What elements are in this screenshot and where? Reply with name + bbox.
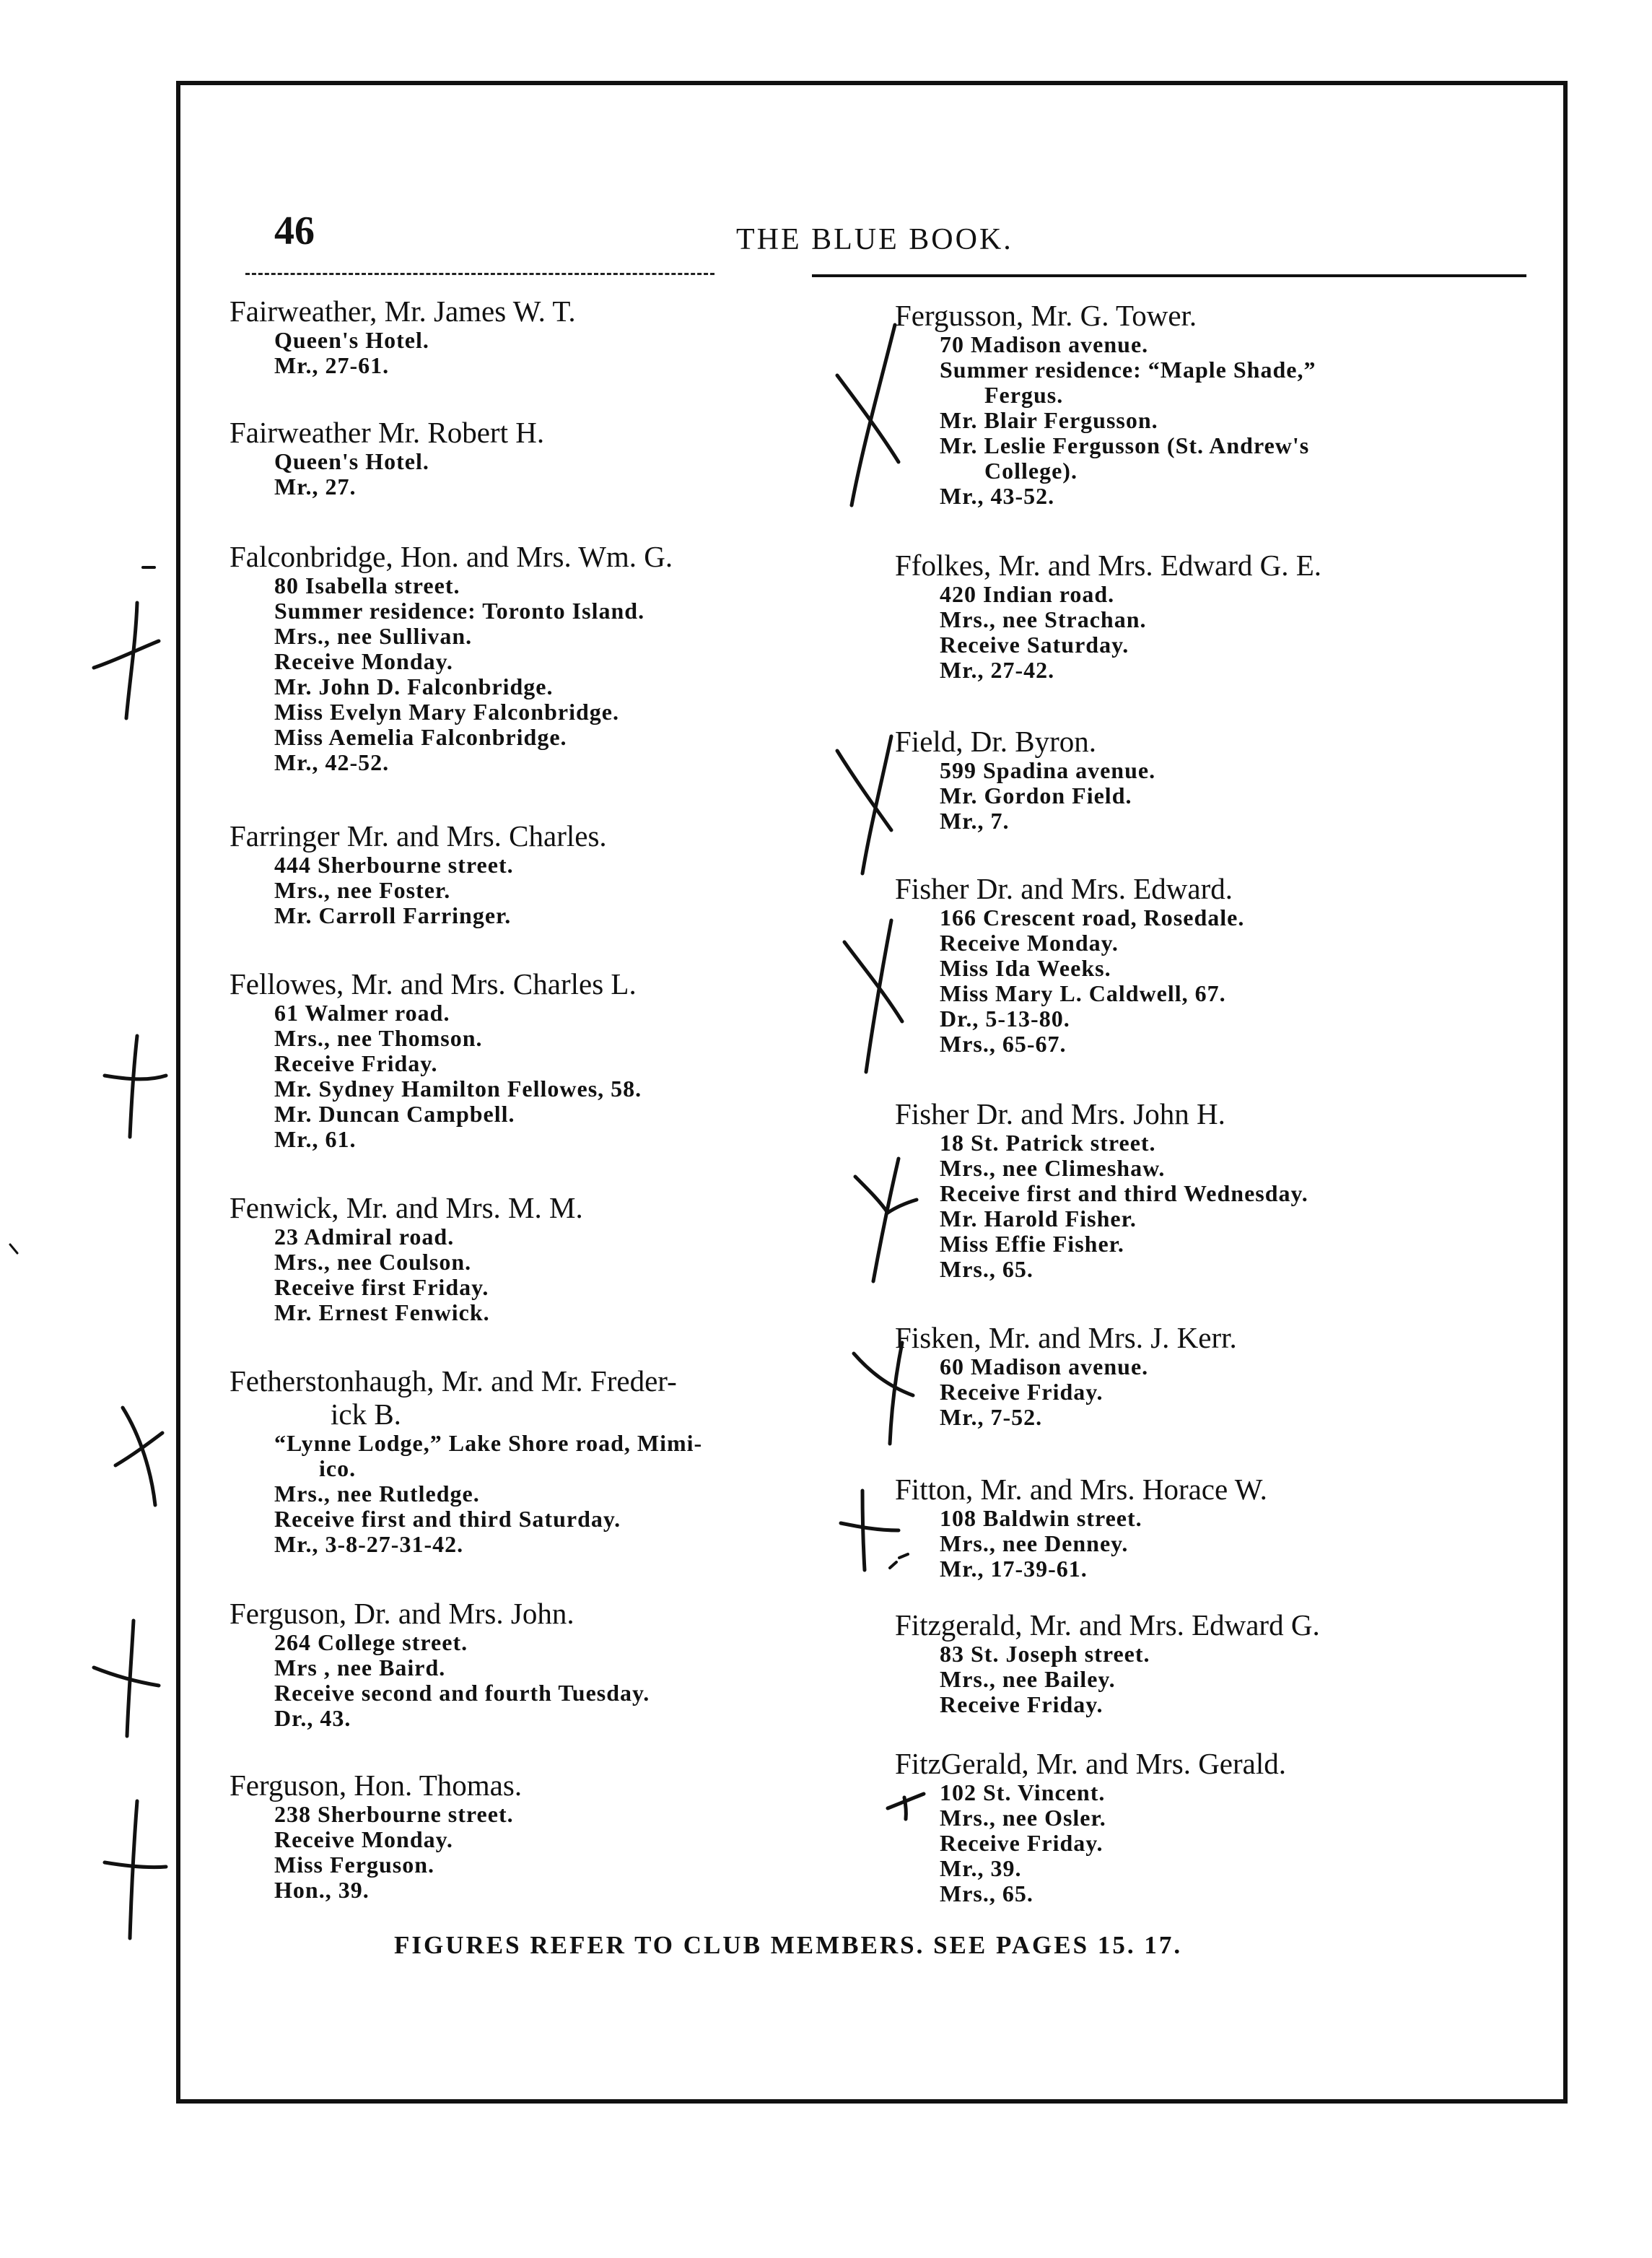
entry-line: Mr. Sydney Hamilton Fellowes, 58. xyxy=(274,1076,642,1102)
entry-name: FitzGerald, Mr. and Mrs. Gerald. xyxy=(895,1747,1286,1780)
directory-entry xyxy=(895,1608,1530,1717)
entry-line: Miss Ida Weeks. xyxy=(940,955,1111,981)
entry-line: 264 College street. xyxy=(274,1629,468,1655)
entry-line: 83 St. Joseph street. xyxy=(940,1641,1150,1667)
entry-line: Mr., 17-39-61. xyxy=(940,1556,1088,1582)
entry-name: Ferguson, Dr. and Mrs. John. xyxy=(230,1597,574,1630)
entry-line: Mrs., nee Denney. xyxy=(940,1530,1129,1556)
entry-line: Dr., 5-13-80. xyxy=(940,1006,1070,1032)
entry-line: Summer residence: “Maple Shade,” xyxy=(940,357,1316,383)
directory-entry xyxy=(895,725,1530,834)
entry-line: Mr., 61. xyxy=(274,1126,357,1152)
entry-line: Receive second and fourth Tuesday. xyxy=(274,1680,650,1706)
entry-line: Receive first Friday. xyxy=(274,1274,489,1300)
entry-line: 238 Sherbourne street. xyxy=(274,1801,514,1827)
page-number: 46 xyxy=(274,209,315,253)
entry-line: Mrs., nee Bailey. xyxy=(940,1666,1116,1692)
entry-name: Fitzgerald, Mr. and Mrs. Edward G. xyxy=(895,1608,1320,1642)
entry-name: Fairweather, Mr. James W. T. xyxy=(230,295,576,328)
entry-name: Fisher Dr. and Mrs. John H. xyxy=(895,1097,1225,1130)
directory-entry xyxy=(230,416,829,500)
entry-line: Receive Friday. xyxy=(940,1379,1103,1405)
entry-line: Summer residence: Toronto Island. xyxy=(274,598,645,624)
entry-name: Field, Dr. Byron. xyxy=(895,725,1097,758)
entry-line: Mr., 3-8-27-31-42. xyxy=(274,1531,464,1557)
entry-name-continuation: ick B. xyxy=(331,1398,401,1431)
entry-line: Mrs., nee Rutledge. xyxy=(274,1481,480,1507)
entry-name: Ferguson, Hon. Thomas. xyxy=(230,1769,523,1802)
entry-line: Mr., 27. xyxy=(274,474,357,500)
entry-line: 599 Spadina avenue. xyxy=(940,757,1156,783)
entry-line: Mr. Blair Fergusson. xyxy=(940,407,1158,433)
entry-line: Mr., 7. xyxy=(940,808,1010,834)
margin-dash-icon xyxy=(141,564,156,570)
directory-entry xyxy=(895,872,1530,1057)
header-rule-left xyxy=(245,273,714,275)
entry-line: Mrs., 65-67. xyxy=(940,1031,1067,1057)
margin-dash-icon xyxy=(7,1242,22,1256)
entry-line: Receive Friday. xyxy=(274,1050,438,1076)
entry-line: 420 Indian road. xyxy=(940,581,1115,607)
entry-line: Mrs , nee Baird. xyxy=(274,1655,446,1681)
entry-line: Receive Monday. xyxy=(274,1826,453,1852)
directory-entry xyxy=(230,1364,829,1557)
entry-name: Farringer Mr. and Mrs. Charles. xyxy=(230,819,607,853)
entry-line: 108 Baldwin street. xyxy=(940,1505,1142,1531)
entry-line: 18 St. Patrick street. xyxy=(940,1130,1156,1156)
entry-line: Mr. Gordon Field. xyxy=(940,783,1132,808)
handwritten-cross-mark-icon xyxy=(837,913,909,1079)
entry-line: Receive Monday. xyxy=(274,648,453,674)
directory-entry xyxy=(895,1747,1530,1906)
handwritten-cross-mark-icon xyxy=(87,1617,166,1740)
directory-entry xyxy=(230,1769,829,1903)
handwritten-cross-mark-icon xyxy=(848,1339,920,1447)
entry-name: Fellowes, Mr. and Mrs. Charles L. xyxy=(230,967,637,1001)
header-rule-right xyxy=(812,274,1526,277)
entry-line: Mr., 7-52. xyxy=(940,1404,1043,1430)
entry-line: 102 St. Vincent. xyxy=(940,1779,1106,1805)
handwritten-cross-mark-icon xyxy=(87,599,166,722)
directory-entry xyxy=(895,1097,1530,1282)
directory-entry xyxy=(895,1321,1530,1430)
entry-line: Mrs., nee Coulson. xyxy=(274,1249,472,1275)
entry-line: Mrs., nee Foster. xyxy=(274,877,451,903)
entry-name: Ffolkes, Mr. and Mrs. Edward G. E. xyxy=(895,549,1322,582)
handwritten-cross-mark-icon xyxy=(830,318,909,513)
directory-entry xyxy=(230,819,829,928)
entry-line: Queen's Hotel. xyxy=(274,448,429,474)
entry-line: 80 Isabella street. xyxy=(274,572,460,598)
entry-line: Mr., 43-52. xyxy=(940,483,1055,509)
entry-name: Fisken, Mr. and Mrs. J. Kerr. xyxy=(895,1321,1237,1354)
entry-line: Mr., 42-52. xyxy=(274,749,390,775)
entry-line: Receive first and third Saturday. xyxy=(274,1506,621,1532)
entry-line: Mrs., 65. xyxy=(940,1256,1033,1282)
entry-line: Receive Friday. xyxy=(940,1691,1103,1717)
handwritten-cross-mark-icon xyxy=(101,1400,180,1509)
entry-name: Fetherstonhaugh, Mr. and Mr. Freder- xyxy=(230,1364,677,1398)
entry-name: Fenwick, Mr. and Mrs. M. M. xyxy=(230,1191,583,1224)
directory-entry xyxy=(895,299,1530,509)
entry-line: Mr. Leslie Fergusson (St. Andrew's xyxy=(940,432,1310,458)
entry-line: 23 Admiral road. xyxy=(274,1224,455,1250)
entry-line: Miss Effie Fisher. xyxy=(940,1231,1124,1257)
entry-name: Fergusson, Mr. G. Tower. xyxy=(895,299,1197,332)
entry-line: Mr. Duncan Campbell. xyxy=(274,1101,515,1127)
handwritten-cross-mark-icon xyxy=(94,1797,173,1942)
entry-line: Mr. John D. Falconbridge. xyxy=(274,674,554,699)
entry-name: Falconbridge, Hon. and Mrs. Wm. G. xyxy=(230,540,673,573)
handwritten-cross-mark-icon xyxy=(848,1155,920,1285)
entry-line: Hon., 39. xyxy=(274,1877,370,1903)
entry-line: Receive Monday. xyxy=(940,930,1119,956)
directory-entry xyxy=(230,967,829,1152)
entry-line: 70 Madison avenue. xyxy=(940,331,1149,357)
handwritten-cross-mark-icon xyxy=(94,1032,173,1141)
entry-line: Mrs., 65. xyxy=(940,1880,1033,1906)
entry-line: College). xyxy=(984,458,1078,484)
entry-line: Receive Saturday. xyxy=(940,632,1129,658)
directory-entry xyxy=(230,1191,829,1325)
entry-line: Miss Evelyn Mary Falconbridge. xyxy=(274,699,619,725)
entry-line: Receive Friday. xyxy=(940,1830,1103,1856)
handwritten-tick-icon xyxy=(886,1552,915,1574)
entry-line: Miss Mary L. Caldwell, 67. xyxy=(940,980,1226,1006)
entry-line: Miss Ferguson. xyxy=(274,1852,434,1878)
entry-line: Mr., 39. xyxy=(940,1855,1022,1881)
entry-line: Mrs., nee Osler. xyxy=(940,1805,1106,1831)
entry-line: 60 Madison avenue. xyxy=(940,1354,1149,1379)
directory-entry xyxy=(230,295,829,378)
entry-line: Mrs., nee Climeshaw. xyxy=(940,1155,1166,1181)
entry-line: “Lynne Lodge,” Lake Shore road, Mimi- xyxy=(274,1430,703,1456)
entry-line: Fergus. xyxy=(984,382,1064,408)
handwritten-cross-mark-icon xyxy=(830,729,902,881)
entry-line: Dr., 43. xyxy=(274,1705,351,1731)
directory-entry xyxy=(895,1473,1530,1582)
entry-name: Fitton, Mr. and Mrs. Horace W. xyxy=(895,1473,1267,1506)
handwritten-tick-icon xyxy=(884,1787,927,1823)
running-head: THE BLUE BOOK. xyxy=(736,223,1013,256)
directory-entry xyxy=(230,540,829,775)
entry-line: ico. xyxy=(319,1455,357,1481)
entry-line: Mrs., nee Sullivan. xyxy=(274,623,473,649)
entry-line: 166 Crescent road, Rosedale. xyxy=(940,904,1245,930)
entry-line: Mr. Carroll Farringer. xyxy=(274,902,512,928)
entry-line: Mrs., nee Thomson. xyxy=(274,1025,483,1051)
entry-line: 444 Sherbourne street. xyxy=(274,852,514,878)
entry-line: 61 Walmer road. xyxy=(274,1000,450,1026)
entry-line: Mr. Ernest Fenwick. xyxy=(274,1299,490,1325)
page-footer-note: FIGURES REFER TO CLUB MEMBERS. SEE PAGES 15. 17. xyxy=(394,1931,1183,1959)
entry-line: Miss Aemelia Falconbridge. xyxy=(274,724,567,750)
entry-name: Fisher Dr. and Mrs. Edward. xyxy=(895,872,1233,905)
directory-entry xyxy=(230,1597,829,1731)
directory-entry xyxy=(895,549,1530,683)
entry-line: Receive first and third Wednesday. xyxy=(940,1180,1308,1206)
entry-line: Mr., 27-61. xyxy=(274,352,390,378)
entry-line: Queen's Hotel. xyxy=(274,327,429,353)
entry-line: Mr. Harold Fisher. xyxy=(940,1206,1137,1232)
entry-name: Fairweather Mr. Robert H. xyxy=(230,416,545,449)
entry-line: Mrs., nee Strachan. xyxy=(940,606,1147,632)
entry-line: Mr., 27-42. xyxy=(940,657,1055,683)
